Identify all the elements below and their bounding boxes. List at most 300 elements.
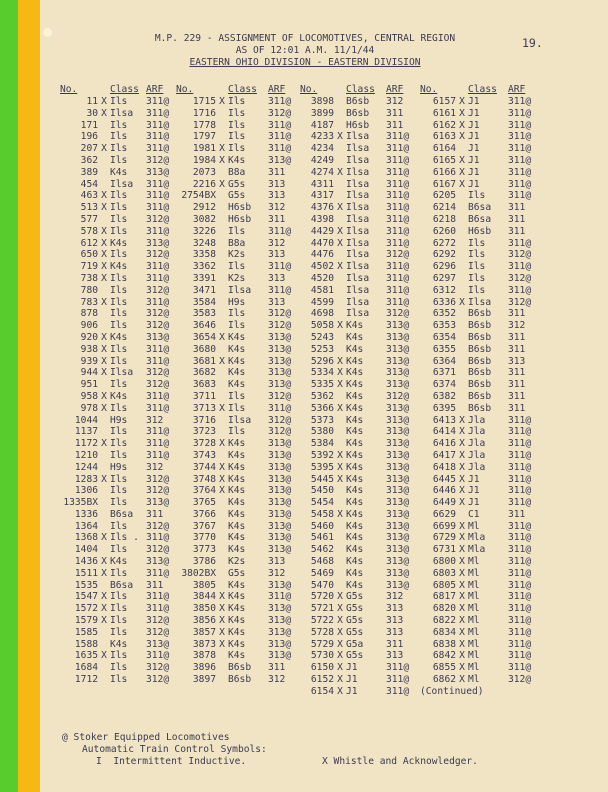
cell-number: 6214 [432, 202, 456, 214]
cell-class: K4s [110, 390, 128, 402]
cell-atc-symbol [216, 344, 228, 356]
cell-class: Ils [110, 567, 128, 579]
cell-atc-symbol [98, 485, 110, 497]
table-row [300, 167, 416, 179]
cell-number: 3899 [310, 107, 334, 119]
cell-atc-symbol: X [459, 638, 465, 650]
table-row [420, 367, 538, 379]
cell-atc-symbol [334, 485, 346, 497]
table-row [300, 120, 416, 132]
header-arf: ARF [508, 84, 526, 95]
table-row [176, 462, 298, 474]
cell-number: 6416 [432, 438, 456, 450]
cell-atc-symbol: X [219, 178, 225, 190]
cell-arf: 313@ [386, 343, 410, 355]
cell-arf: 311@ [146, 178, 170, 190]
cell-class: Ils [110, 438, 128, 450]
yellow-edge-stripe [18, 0, 40, 792]
cell-number: 6154 [310, 685, 334, 697]
cell-atc-symbol: X [459, 96, 465, 107]
cell-atc-symbol [216, 285, 228, 297]
cell-class: Ilsa [110, 178, 134, 190]
cell-atc-symbol [98, 627, 110, 639]
table-row [420, 297, 538, 309]
cell-atc-symbol: X [219, 603, 225, 615]
cell-arf: 313 [386, 603, 404, 615]
cell-atc-symbol [456, 285, 468, 297]
cell-number: 454 [80, 178, 98, 190]
cell-atc-symbol: X [337, 237, 343, 249]
cell-arf: 311@ [386, 213, 410, 225]
cell-number: 4599 [310, 296, 334, 308]
cell-atc-symbol: X [459, 131, 465, 143]
header-class: Class [110, 84, 139, 95]
cell-class: K4s [228, 579, 246, 591]
cell-arf: 313@ [386, 544, 410, 556]
cell-class: Ils [468, 249, 486, 261]
cell-atc-symbol [334, 532, 346, 544]
cell-class: Ils [110, 520, 128, 532]
cell-atc-symbol [334, 415, 346, 427]
cell-arf: 313@ [146, 556, 170, 568]
cell-atc-symbol [216, 497, 228, 509]
cell-atc-symbol: X [219, 638, 225, 650]
cell-arf: 313@ [146, 166, 170, 178]
cell-atc-symbol [456, 367, 468, 379]
table-row [60, 556, 176, 568]
table-row [420, 438, 538, 450]
cell-arf: 311@ [386, 178, 410, 190]
cell-number: 3765 [192, 497, 216, 509]
cell-atc-symbol [98, 379, 110, 391]
cell-arf: 313@ [268, 520, 292, 532]
cell-arf: 311@ [146, 107, 170, 119]
table-row [420, 650, 538, 662]
table-row [300, 415, 416, 427]
column-header [176, 84, 298, 96]
cell-arf: 311@ [146, 225, 170, 237]
cell-number: 3471 [192, 284, 216, 296]
table-row [60, 297, 176, 309]
cell-atc-symbol [216, 320, 228, 332]
table-row [300, 249, 416, 261]
cell-atc-symbol [334, 556, 346, 568]
cell-arf: 311@ [508, 438, 532, 450]
cell-class: Ils [110, 426, 128, 438]
table-row [300, 96, 416, 108]
table-row [176, 403, 298, 415]
cell-class: K4s [110, 237, 128, 249]
cell-arf: 313@ [268, 473, 292, 485]
cell-number: 6446 [432, 485, 456, 497]
cell-atc-symbol: X [219, 402, 225, 414]
cell-number: 4274 [310, 166, 334, 178]
cell-arf: 311 [508, 402, 526, 414]
document-date: AS OF 12:01 A.M. 11/1/44 [235, 45, 375, 56]
cell-class: Ils [110, 615, 128, 627]
cell-number: 1172 [74, 438, 98, 450]
table-row [300, 568, 416, 580]
cell-atc-symbol [98, 580, 110, 592]
cell-arf: 311@ [386, 166, 410, 178]
cell-atc-symbol [216, 202, 228, 214]
cell-class: K4s [228, 154, 246, 166]
cell-arf: 313@ [268, 461, 292, 473]
cell-arf: 312 [146, 414, 164, 426]
cell-class: H6sb [228, 213, 252, 225]
cell-arf: 312 [268, 674, 286, 686]
cell-atc-symbol [456, 509, 468, 521]
table-row [420, 591, 538, 603]
cell-arf: 313@ [268, 532, 292, 544]
table-row [420, 426, 538, 438]
table-row [60, 662, 176, 674]
cell-number: 1715 [192, 96, 216, 107]
cell-class: J1 [468, 497, 480, 509]
cell-arf: 311@ [508, 650, 532, 662]
cell-class: K4s [228, 615, 246, 627]
cell-number: 5373 [310, 414, 334, 426]
cell-number: 3856 [192, 615, 216, 627]
cell-atc-symbol: X [337, 603, 343, 615]
cell-arf: 312@ [146, 544, 170, 556]
cell-number: 5468 [310, 556, 334, 568]
cell-number: 1547 [74, 591, 98, 603]
cell-arf: 311@ [146, 426, 170, 438]
cell-atc-symbol [216, 426, 228, 438]
table-row [300, 238, 416, 250]
table-row [176, 603, 298, 615]
cell-arf: 313@ [386, 520, 410, 532]
cell-class: Ils [110, 343, 128, 355]
table-row [420, 308, 538, 320]
cell-atc-symbol: X [459, 544, 465, 556]
cell-class: Ils [110, 379, 128, 391]
cell-arf: 312@ [268, 414, 292, 426]
cell-arf [508, 686, 538, 698]
cell-number: 6355 [432, 343, 456, 355]
table-row [60, 509, 176, 521]
cell-number: 6731 [432, 544, 456, 556]
cell-atc-symbol [334, 521, 346, 533]
cell-atc-symbol [334, 190, 346, 202]
cell-atc-symbol [216, 261, 228, 273]
header-class: Class [346, 84, 375, 95]
cell-arf: 312@ [146, 520, 170, 532]
cell-arf: 312 [268, 567, 286, 579]
table-row [300, 485, 416, 497]
cell-number: 1368 [74, 532, 98, 544]
cell-atc-symbol: X [101, 532, 107, 544]
cell-arf: 313@ [386, 379, 410, 391]
cell-atc-symbol: X [459, 579, 465, 591]
cell-arf: 312@ [268, 390, 292, 402]
cell-atc-symbol: X [337, 461, 343, 473]
cell-number: 3850 [192, 603, 216, 615]
cell-class: K4s [228, 591, 246, 603]
table-row [420, 485, 538, 497]
table-row [420, 497, 538, 509]
cell-class: Ml [468, 591, 480, 603]
table-row [60, 615, 176, 627]
table-row [60, 497, 176, 509]
table-row [420, 521, 538, 533]
cell-number: 4429 [310, 225, 334, 237]
column-header [300, 84, 416, 96]
cell-class: K4s [346, 414, 364, 426]
cell-arf: 311@ [268, 591, 292, 603]
cell-atc-symbol: X [337, 650, 343, 662]
table-row [420, 556, 538, 568]
cell-number: 3362 [192, 261, 216, 273]
cell-number: 3082 [192, 213, 216, 225]
cell-number: 6297 [432, 272, 456, 284]
cell-class: B6sa [468, 202, 492, 214]
cell-atc-symbol [216, 367, 228, 379]
cell-atc-symbol [98, 167, 110, 179]
cell-arf: 313 [386, 615, 404, 627]
cell-class: K4s [228, 626, 246, 638]
cell-class: B6sb [468, 320, 492, 332]
table-row [420, 415, 538, 427]
cell-class: K4s [228, 449, 246, 461]
cell-atc-symbol: X [219, 591, 225, 603]
cell-arf: 312@ [146, 249, 170, 261]
cell-class: K2s [228, 272, 246, 284]
cell-number: 3773 [192, 544, 216, 556]
cell-atc-symbol [216, 556, 228, 568]
table-row [176, 544, 298, 556]
cell-atc-symbol: X [459, 461, 465, 473]
cell-atc-symbol: X [101, 107, 107, 119]
cell-atc-symbol: X [337, 449, 343, 461]
table-row [300, 332, 416, 344]
cell-number: 6862 [432, 674, 456, 686]
table-row [60, 332, 176, 344]
table-row [60, 367, 176, 379]
cell-atc-symbol: X [337, 685, 343, 697]
cell-arf: 311@ [508, 96, 532, 107]
cell-atc-symbol [216, 273, 228, 285]
cell-atc-symbol [334, 214, 346, 226]
cell-atc-symbol: X [219, 615, 225, 627]
table-row [420, 474, 538, 486]
cell-atc-symbol [456, 320, 468, 332]
cell-atc-symbol [216, 544, 228, 556]
cell-number: 6842 [432, 650, 456, 662]
cell-number: 2073 [192, 166, 216, 178]
cell-arf: 313@ [268, 343, 292, 355]
cell-atc-symbol: X [337, 662, 343, 674]
cell-atc-symbol [216, 391, 228, 403]
cell-arf: 311@ [146, 272, 170, 284]
cell-number: 578 [80, 225, 98, 237]
cell-arf: 311@ [508, 414, 532, 426]
cell-number: 6834 [432, 626, 456, 638]
cell-atc-symbol [334, 497, 346, 509]
header-arf: ARF [268, 84, 286, 95]
table-row [176, 214, 298, 226]
table-row [60, 438, 176, 450]
cell-atc-symbol [334, 580, 346, 592]
cell-atc-symbol [98, 179, 110, 191]
cell-number: 5058 [310, 320, 334, 332]
cell-class: Ils [468, 284, 486, 296]
table-row [176, 580, 298, 592]
cell-class: Ils [110, 473, 128, 485]
cell-atc-symbol: X [101, 438, 107, 450]
cell-number: 5445 [310, 473, 334, 485]
table-row [300, 438, 416, 450]
cell-atc-symbol: X [459, 166, 465, 178]
cell-class: Ils [110, 272, 128, 284]
cell-number: 6162 [432, 119, 456, 131]
cell-class: K4s [346, 485, 364, 497]
cell-arf: 311@ [508, 579, 532, 591]
cell-number: 3681 [192, 355, 216, 367]
cell-arf: 311@ [508, 638, 532, 650]
cell-number: 3898 [310, 96, 334, 107]
cell-number: 5462 [310, 544, 334, 556]
cell-atc-symbol [456, 391, 468, 403]
cell-number: 6164 [432, 143, 456, 155]
cell-atc-symbol: X [101, 261, 107, 273]
table-row [60, 308, 176, 320]
cell-atc-symbol [456, 238, 468, 250]
table-row [420, 155, 538, 167]
cell-class: K4s [346, 331, 364, 343]
cell-atc-symbol [98, 639, 110, 651]
cell-number: 1588 [74, 638, 98, 650]
cell-class: Ils [228, 143, 246, 155]
cell-class: Ml [468, 579, 480, 591]
cell-atc-symbol: X [459, 532, 465, 544]
cell-number: 650 [80, 249, 98, 261]
cell-arf: 313@ [268, 485, 292, 497]
cell-class: G5s [346, 626, 364, 638]
cell-arf: 311@ [146, 603, 170, 615]
cell-class: K4s [228, 461, 246, 473]
cell-arf: 311@ [386, 674, 410, 686]
cell-arf: 311@ [146, 355, 170, 367]
cell-class: Ils [228, 308, 246, 320]
cell-number: 4317 [310, 190, 334, 202]
cell-atc-symbol: X [219, 96, 225, 107]
table-row [420, 249, 538, 261]
cell-arf: 311@ [508, 520, 532, 532]
table-row [60, 131, 176, 143]
punch-hole [43, 28, 52, 37]
cell-class: K4s [228, 367, 246, 379]
cell-arf: 313@ [268, 355, 292, 367]
cell-arf: 313 [268, 296, 286, 308]
cell-arf: 313 [268, 249, 286, 261]
cell-arf: 311@ [508, 603, 532, 615]
cell-atc-symbol [334, 332, 346, 344]
cell-arf: 311@ [386, 237, 410, 249]
cell-class: K4s [346, 343, 364, 355]
cell-class: G5s [346, 650, 364, 662]
table-row [300, 591, 416, 603]
cell-number: 5380 [310, 426, 334, 438]
cell-class: Ml [468, 638, 480, 650]
cell-number: 958 [80, 390, 98, 402]
cell-atc-symbol [456, 308, 468, 320]
table-row [60, 202, 176, 214]
cell-atc-symbol: X [459, 674, 465, 686]
cell-number: 6371 [432, 367, 456, 379]
cell-atc-symbol: X [459, 449, 465, 461]
cell-number: 4187 [310, 119, 334, 131]
cell-arf: 312@ [146, 662, 170, 674]
cell-atc-symbol [334, 344, 346, 356]
cell-arf: 311@ [508, 166, 532, 178]
table-row [300, 580, 416, 592]
table-row [60, 273, 176, 285]
table-row [300, 662, 416, 674]
cell-class: K4s [228, 544, 246, 556]
cell-arf: 313@ [146, 331, 170, 343]
cell-arf: 312@ [146, 473, 170, 485]
table-row [60, 403, 176, 415]
cell-atc-symbol [216, 450, 228, 462]
table-row [300, 674, 416, 686]
cell-number: 5335 [310, 379, 334, 391]
cell-arf: 311@ [386, 284, 410, 296]
cell-number: 6352 [432, 308, 456, 320]
table-row [420, 639, 538, 651]
cell-number: 719 [80, 261, 98, 273]
cell-number: 5460 [310, 520, 334, 532]
cell-atc-symbol: X [219, 473, 225, 485]
cell-class: Ml [468, 662, 480, 674]
cell-atc-symbol: X [101, 556, 107, 568]
cell-number: 4398 [310, 213, 334, 225]
table-row [300, 179, 416, 191]
cell-class: Ilsa [346, 202, 370, 214]
table-row [300, 367, 416, 379]
cell-class: C1 [468, 508, 480, 520]
cell-number: 6414 [432, 426, 456, 438]
cell-number: 6152 [310, 674, 334, 686]
cell-atc-symbol: X [219, 143, 225, 155]
table-row [300, 344, 416, 356]
cell-arf: 311@ [386, 154, 410, 166]
cell-class: Ilsa [346, 154, 370, 166]
cell-number: 5722 [310, 615, 334, 627]
cell-arf: 311@ [386, 261, 410, 273]
cell-class: K4s [346, 367, 364, 379]
cell-arf: 311 [508, 225, 526, 237]
cell-number: 6157 [432, 96, 456, 107]
cell-class: K4s [228, 343, 246, 355]
cell-class: G5s [346, 591, 364, 603]
table-row [300, 509, 416, 521]
cell-number: 11 [86, 96, 98, 107]
cell-class: K4s [228, 355, 246, 367]
cell-number: 1797 [192, 131, 216, 143]
cell-arf: 313@ [268, 579, 292, 591]
cell-number: 2912 [192, 202, 216, 214]
cell-arf: 313@ [146, 497, 170, 509]
cell-arf: 311@ [146, 390, 170, 402]
cell-class: Ils [228, 131, 246, 143]
cell-arf: 311 [386, 638, 404, 650]
cell-atc-symbol [456, 273, 468, 285]
cell-arf: 311 [508, 390, 526, 402]
cell-class: K4s [228, 520, 246, 532]
cell-atc-symbol [216, 568, 228, 580]
